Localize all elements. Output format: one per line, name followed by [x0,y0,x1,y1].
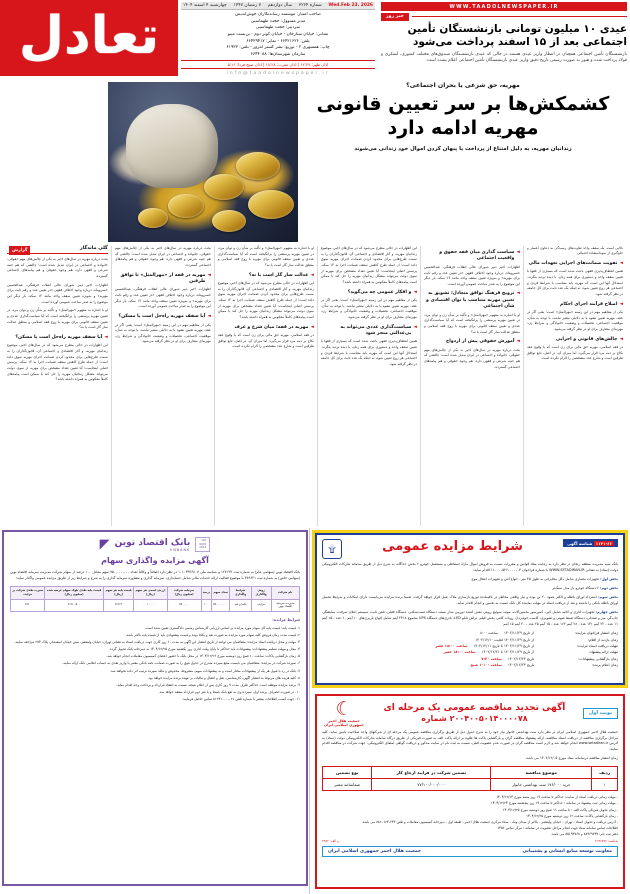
crescent-org-line2: جمهوری اسلامی ایران [324,722,364,727]
col-header-radif: ردیف [592,767,618,779]
subhead-item[interactable] [115,314,211,320]
dateline-latin: Wed.Feb 23. 2026 [328,3,373,8]
enbank-logo-row [10,537,300,552]
sepah-date-label: زمان انتشار فراخوان مزایده: [574,631,618,636]
cell-base-price: ۵,۲۱۴ [103,599,134,611]
subhead-text: سیاست‌گذاری عددی می‌تواند به بی‌عدالتی منجر شود [340,324,412,337]
crescent-note: - زمان تحویل فیزیکی پاکت الف : تا ساعت ۱۱ صبح روز دوشنبه مورخ ۱۴۰۴/۱۲/۲۵ [502,807,618,812]
lead-subdeck: زندانیان مهریه، به دلیل امتناع از پرداخت یا پنهان کردن اموال خود زندانی می‌شوند [354,145,572,152]
khabar-rule [412,16,627,17]
sepah-section-label: بخش دوم: [600,585,618,590]
article-body-grid [0,246,630,526]
crescent-footer-left: معاونت توسعه منابع انسانی و پشتیبانی [522,849,612,855]
subhead-item[interactable] [424,291,520,310]
body-paragraph: همین انعطاف‌پذیری فقهی باعث شده است که بسیاری از فقها با تعیین سقف واحد و دستوری برای همه زنان، با دیده تردید بنگرند. استدلال آنها این است که مهریه باید متناسب با شرایط فردی و اجتماعی هر زوج تعیین شود، نه اینکه یک عدد ثابت برای کل جامعه در نظر گرفته شود. [526,269,623,296]
top-story-deck: بازنشستگان تأمین اجتماعی همچنان در انتظار واریز عیدی هستند در حالی که عیدی بازنشستگان صندوق‌های مختلف کشوری، لشکری و فولاد پرداخت شده و هنوز به صورت رسمی تاریخ دقیق واریز عیدی بازنشستگان تأمین اجتماعی اعلام نشده است. [381,51,627,64]
crescent-note: اطلاعات تماس سامانه ستاد جهت انجام مراحل عضویت در سامانه : مرکز تماس ۱۴۵۶ [497,825,618,830]
crescent-note: - زمان بازگشایی پاکات: ساعت ۱۲ روز دوشنبه مورخ ۱۴۰۴/۱۲/۲۵ [526,813,618,818]
subhead-text: تقویت ضمانت‌های اجرایی تعهدات مالی [528,260,618,266]
enbank-logo-icon: ◤ [99,537,110,552]
photo-coin [212,210,246,232]
body-paragraph: در فقه اسلامی، مهریه حق مالی برای زن است که با وقوع عقد نکاح بر ذمه مرد قرار می‌گیرد. اما میزان آن، در اصل، تابع توافق طرفین است و شارع عدد مشخصی را الزام نکرده است. [217,333,314,349]
body-paragraph: اظهارات اخیر دبیر شورای عالی انقلاب فرهنگی، عبدالحسین خسروپناه، درباره وجود اختلاف فقهی «در تعیین عدد و رقم ثابت برای مهریه» و به‌ویژه تعیین سقف واحد مانند ۱۴ سکه، بار دیگر این موضوع را به صدر مباحث عمومی آورده است. [114,287,211,309]
subhead-text: چالش‌های قانونی و اجرایی [556,336,618,342]
sepah-section-label: بخش سوم: [598,594,618,599]
sepah-date-value: از تاریخ ۱۴۰۲/۱۱/۲۹ لغایت ۱۴۰۲/۱۲/۱۰ [475,637,534,642]
crescent-ad-codes [322,839,618,843]
enbank-condition: ۶. سپرده شرکت در مزایده: متقاضیان می بایست مبلغ سپرده مندرج در جدول فوق را به صورت ضمانت نامه بانکی معتبر یا واریز نقدی به حساب اعلامی بانک ارائه نمایند. [62,661,300,666]
ad-red-crescent-tender[interactable] [315,694,625,889]
sepah-date-row [322,662,618,668]
enbank-condition: ۵. زمان بازگشایی پاکات: ساعت ۱۰ صبح روز دوشنبه مورخ ۱۴۰۴/۱۲/۲۶ در محل بانک با حضور اعضای کمیسیون معاملات انجام خواهد شد. [106,654,300,659]
sepah-section-text: تجهیزات معماری شامل دکل مخابراتی به طول ۴۵ متر - انواع آنتن و تجهیزات انتقال موج [471,576,600,581]
enbank-certification-badge: ISO 9001 2015 [195,537,210,552]
body-paragraph: بحث درباره مهریه در سال‌های اخیر به یکی از چالش‌های مهم حقوقی، خانواده و اجتماعی در ایران تبدیل شده است؛ چالشی که هم جنبه شرعی و فقهی دارد، هم وجوه حقوقی و هم پیامدهای اجتماعی گسترده. [423,347,520,369]
photo-sack-shape [126,104,218,188]
sepah-section-text: ۶ دستگاه خودرو باز مدل سبک‌تر [552,585,599,590]
cell-nominal: ۱,۰۰۰ [134,599,167,611]
subhead-text: مهریه در قفه؛ میان شرع و عرف [234,324,309,330]
arrow-bullet-icon: ◄ [516,250,520,255]
body-paragraph: یکی از مفاهیم مهم در این زمینه «مهرالمثل» است؛ یعنی اگر در عقد، مهریه تعیین نشود یا به دلایلی معتبر نباشد، با توجه به شأن، موقعیت اجتماعی، تحصیلات و وضعیت خانوادگی و شرایط زن، مهریه‌ای متعارف برای او در نظر گرفته می‌شود. [526,310,623,331]
body-paragraph: اظهارات اخیر دبیر شورای عالی انقلاب فرهنگی، عبدالحسین خسروپناه، درباره وجود اختلاف فقهی «در تعیین عدد و رقم ثابت برای مهریه» و به‌ویژه تعیین سقف واحد مانند ۱۴ سکه، بار دیگر این موضوع را به صدر مباحث عمومی آورده است. [7,282,108,304]
dateline-day: چهارشنبه ۴ اسفند ۱۴۰۴ [183,3,227,8]
subhead-text: و افکار عمومی چه می‌گوید؟ [347,289,412,295]
publisher-line-6: سازمان شهرستان‌ها: ۶۶۴۴۰۸۸ [250,51,306,57]
crescent-publish-line: زمان انتشار مناقصه درسامانه ستاد مورخ ۱۴۰۴/۱۲/۰۵ می باشد. [525,756,618,761]
body-column-3 [317,246,420,526]
crescent-number-value: ۲۰۰۴۰۰۵۰۱۴۰۰۰۰۷۸ [449,714,528,724]
cell-percent: ۱۰۰ [201,599,211,611]
subhead-text: عدالت ساز گار است یا نه؟ [248,272,309,278]
logo-text: تعادل [18,6,160,66]
subhead-text: آیا سقف مهریه راه‌حل است یا مسکن؟ [118,314,206,320]
subhead-text: مهریه در قفه از «مهرالمثل» تا توافق طرفین [120,272,206,285]
enbank-condition: ۸. کلیه هزینه های مربوط به انتشار آگهی، کارشناسی، نقل و انتقال و مالیات بر عهده برنده مزایده خواهد بود. [147,675,300,680]
cell-subject: خرید ۱۷۶/۰۰۰ ست بهداشتی خانوار [491,779,592,791]
advertisements-area [0,528,630,894]
crescent-note: - آدرس دریافت و تحویل اسناد : تهران - خیابان ولیعصر - بالاتر از میدان ونک - ستاد مرکزی جمعیت هلال احمر - طبقه اول - دبیرخانه کمیسیون معاملات و تلفن ۶۴۳-۸۸۲۰۱۲۳ می باشد. [361,819,618,824]
enbank-condition: ۴. محل و مهلت تسلیم پیشنهادات: پیشنهادات باید حداکثر تا پایان وقت اداری روز یکشنبه مورخ ۱۴۰۴/۱۲/۲۵ به دبیرخانه بانک تحویل گردد. [108,647,300,652]
sepah-date-time: ساعت ۱۸:۰۰ عصر [435,644,468,648]
photo-coin [204,174,244,200]
sepah-date-value: از تاریخ ۱۴۰۲/۱۱/۲۹ [503,631,534,636]
arrow-bullet-icon: ◄ [619,260,623,266]
sepah-section [322,595,618,607]
arrow-bullet-icon: ◄ [516,291,520,297]
enbank-condition: ۱۱. جهت کسب اطلاعات بیشتر با شماره تلفن ۰۲۱-۸۱۲۴۱۰۰۰ تماس حاصل فرمایید. [181,697,300,701]
enbank-share-table [10,586,300,612]
cell-guarantee: ۷۷/۱۰۰/۰۰۰/۰۰۰ [372,779,491,791]
report-badge: گزارش [9,246,30,255]
dateline-hijri: ۷ رمضان ۱۴۴۷ [233,3,261,8]
body-paragraph: او با اشاره به مفهوم «مهرالمثل» و تأکید بر شأن زن و توان مرد، در تعیین مهریه پرسشی را برانگیخته است که آیا سیاست‌گذاری عددی و تعیین سقف قانونی برای مهریه با روح فقه اسلامی و منطق عدالت ساز گار است یا نه؟ [217,246,314,267]
col-header-subject: موضوع مناقصه [491,767,592,779]
cell-radif: ۱ [592,779,618,791]
lead-headline-block [298,78,630,152]
photo-caption: بالایی است. یک سقف واحد تفاوت‌های رسیدگی به دعاوی اعسار و جلوگیری از سوءاستفاده احتمالی [526,246,623,256]
khabar-tag: خبر روز [381,13,409,21]
dateline-year: سال دوازدهم [267,3,293,8]
enbank-condition: ۱. قیمت پایه: قیمت پایه کل سهام مورد مزایده بر اساس ارزیابی کارشناس رسمی دادگستری تعیین شده است. [144,625,300,630]
sepah-date-label: مهلت ارائه پیشنهاد: [588,650,618,655]
subhead-text: ترویج فرهنگ توافق متعادل؛ تشویق به تعیین مهریه متناسب با توان اقتصادی و شأن اجتماعی [425,291,515,310]
enbank-conditions-list [10,625,300,702]
col-header-share-count: تعداد سهم [212,587,230,599]
enbank-name-wrap [115,538,191,552]
crescent-number-label: شماره [421,714,447,724]
arrow-bullet-icon: ◄ [310,324,314,330]
crescent-title-wrap [370,703,579,723]
sepah-date-label: زمان بازدید از اقلام: [587,637,618,642]
crescent-ad-header [322,697,618,727]
ad-id-label: شناسه آگهی [567,540,593,546]
publisher-line-0: صاحب امتیاز: موسسه رسانه‌نگاران خوش‌اندیش [235,12,321,17]
crescent-org-line1: جمعیت هلال احمر [328,718,360,723]
body-paragraph: یکی از مفاهیم مهم در این زمینه «مهرالمثل» است؛ یعنی اگر در عقد، مهریه تعیین نشود یا به دلایلی معتبر نباشد، با توجه به شأن، موقعیت اجتماعی، تحصیلات و وضعیت خانوادگی و شرایط زن، مهریه‌ای متعارف برای او در نظر گرفته می‌شود. [320,298,417,319]
crescent-note: دفتر ثبت نام: ۸۸۹۶۹۷۳۷ و ۸۵۱۹۳۷۶۸ می باشد. [550,832,618,836]
body-paragraph: این اظهارات در حالی مطرح می‌شود که در سال‌های اخیر، موضوع زندانیان مهریه، و آثار اقتصادی و اجتماعی آن، قانون‌گذاران را به سمت طرح‌هایی برای محدود کردن ضمانت اجرای مهریه سوق داده است؛ از جمله طرح کاهش سقف ضمانت اجرا به ۱۴ سکه. پرسش اصلی اینجاست: آیا تعیین تعداد مشخص برای مهریه از سوی دولت می‌تواند مشکل زندانیان مهریه را حل کند یا ممکن است پیامدهای کاملاً معکوس به همراه داشته باشد؟ [320,246,417,284]
col-header-type: نوع تضمین [323,767,372,779]
arrow-bullet-icon: ◄ [104,334,108,340]
body-paragraph: بحث درباره مهریه در سال‌های اخیر به یکی از چالش‌های مهم حقوقی، خانواده و اجتماعی در ایران تبدیل شده است؛ چالشی که هم جنبه شرعی و فقهی دارد، هم وجوه حقوقی و هم پیامدهای اجتماعی گسترده. [114,246,211,267]
enbank-intro: بانک اقتصاد نوین (سهامی عام) به شماره ثبت ۱۲۷۱۳۲ و شناسه ملی ۱۰۱۰۳۹۴۶۸۰۷ در نظر دارد اصالتاً و وکالتاً تعداد ۷۵۰,۰۰۰,۰۰۰ سهم معادل ۱۰۰ درصد از سهام شرکت مدیریت سرمایه اقتصاد نوین (سهامی خاص) به شماره ثبت ۳۸۹۶۲۱ با موضوع فعالیت ارائه خدمات مالی شامل حسابداری، سرمایه گذاری و مشاوره سرمایه گذاری را به شرح و شرایط زیر از طریق مزایده عمومی واگذار نماید: [10,570,300,581]
sepah-dates-list [322,630,618,668]
sepah-section [322,610,618,628]
photo-coin [138,208,168,228]
lead-photo-gold-coins [108,82,298,242]
body-column-5 [111,246,214,526]
body-paragraph: اظهارات اخیر دبیر شورای عالی انقلاب فرهنگی، عبدالحسین خسروپناه، درباره وجود اختلاف فقهی «در تعیین عدد و رقم ثابت برای مهریه» و به‌ویژه تعیین سقف واحد مانند ۱۴ سکه، بار دیگر این موضوع را به صدر مباحث عمومی آورده است. [423,264,520,286]
cell-type: ضمانتنامه معتبر [323,779,372,791]
arrow-bullet-icon: ◄ [413,324,417,330]
enbank-condition: ۷. بانک در رد یا قبول هر یک از پیشنهادات مختار است و به پیشنهادات مبهم، مشروط، مخدوش و فاقد سپرده ترتیب اثر داده نخواهد شد. [109,668,300,673]
table-header-row [11,587,300,599]
dateline-issue: شماره ۳۲۶۴ [298,3,322,8]
crescent-note: - مهلت زمانی دریافت اسناد از سایت: حداکثر تا ساعت ۱۹ روز شنبه مورخ ۱۴۰۴/۱۲/۱۳ [496,795,618,800]
subhead-text: آیا سقف مهریه راه‌حل است یا مسکن؟ [15,334,103,340]
sepah-ad-intro: بانک سپه مدیریت منطقه زنجان در نظر دارد به رعایت مفاد قوانین و مقررات نسبت به فروش اموال مازاد اسقاطی و مستعمل خودرو ۶ بخش جداگانه به شرح ذیل از طریق سامانه تدارکات الکترونیکی دولت (ستاد) به نشانی WWW.SETADIRAN.IR با شماره فراخوان ۱۱۰۰۰۰۵۲۶۰۰۰۰۰۰۳ اقدام نماید: [322,562,618,572]
col-header-percent: درصد [201,587,211,599]
arrow-bullet-icon: ◄ [516,339,520,345]
body-paragraph: این اظهارات در حالی مطرح می‌شود که در سال‌های اخیر، موضوع زندانیان مهریه، و آثار اقتصادی و اجتماعی آن، قانون‌گذاران را به سمت طرح‌هایی برای محدود کردن ضمانت اجرای مهریه سوق داده است؛ از جمله طرح کاهش سقف ضمانت اجرا به ۱۴ سکه. پرسش اصلی اینجاست: آیا تعیین تعداد مشخص برای مهریه از سوی دولت می‌تواند مشکل زندانیان مهریه را حل کند یا ممکن است پیامدهای کاملاً معکوس به همراه داشته باشد؟ [217,281,314,319]
sepah-section-text: استرداد اوراق باطله و الکتر عمود ۲۰ تن بوده و نیاز واقعی مخاطر در باقیمانده توزیع بازسازی ملاک عمل قرار خواهد گرفت. ضمناً برنده مزایده می‌بایست دارای امکانات و شرایط تحمیل اوراق باطله بانکی را داشته و بعد از دریافت اسناد در مهلت نماینده کل بانک نسبت به تخمین و انجام اقدام نماید. [322,594,618,605]
subhead-item[interactable] [527,261,623,267]
enbank-condition: ۲. قیمت مدت زمان فروش کلیه سهام مورد مزایده به صورت نقد و یکجا بوده و قیمت پیشنهادی باید از قیمت پایه بالاتر باشد. [125,632,300,637]
arrow-bullet-icon: ◄ [619,336,623,342]
subhead-item[interactable] [424,250,520,263]
khabar-row [381,13,627,21]
enbank-section-title: شرایط مزایده: [272,616,300,622]
subhead-text: سیاست گذاری میان فقه حقوق و واقعیت اجتماعی [439,250,515,262]
sepah-section-label: بخش چهارم: [595,609,618,614]
enbank-condition: ۱۰. در صورت انصراف برنده اول، سپرده وی به نفع بانک ضبط و با نفر دوم قرارداد منعقد خواهد شد. [158,689,300,694]
email-address[interactable]: info@taadolnewspaper.ir [226,70,330,76]
ad-bank-sepah-auction[interactable] [315,533,625,685]
crescent-ad-number [370,714,579,723]
col-header-base-price: قیمت پایه هر سهم (ریال) [103,587,134,599]
sepah-date-value: از تاریخ ۱۴۰۲/۱۱/۲۹ تا ۱۴۰۲/۱۲/۲۱ [481,650,534,655]
report-byline: گلی ماندگار [79,246,108,251]
body-column-4 [214,246,317,526]
subhead-item[interactable] [218,325,314,331]
sepah-ad-title: شرایط مزایده عمومی [382,539,523,554]
cell-deposit: ۲/۵۰ [11,599,45,611]
publisher-line-4: تلفن: ۶۶۴۲۱۶۲۶ - نمابر: ۶۶۴۲۹۴۱۷ [246,38,310,44]
arrow-bullet-icon: ◄ [207,314,211,320]
cell-company: مدیریت سرمایه اقتصاد نوین [271,599,300,611]
subhead-item[interactable] [527,302,623,308]
sepah-date-time: ساعت ۸:۰۰ [480,631,498,636]
col-header-guarantee: تضمین شرکت در فرایند ارجاع کار [372,767,491,779]
body-paragraph: همین انعطاف‌پذیری فقهی باعث شده است که بسیاری از فقها با تعیین سقف واحد و دستوری برای همه زنان، با دیده تردید بنگرند. استدلال آنها این است که مهریه باید متناسب با شرایط فردی و اجتماعی هر زوج تعیین شود، نه اینکه یک عدد ثابت برای کل جامعه در نظر گرفته شود. [320,339,417,367]
table-row [323,779,618,791]
crescent-footer [322,846,618,857]
cell-share-count: ۷۵۰,۰۰۰,۰۰۰ [212,599,230,611]
sepah-date-time: ساعت ۱۰:۰۰ صبح [470,662,502,667]
crescent-code-a: م الف: ۴۴۸۲ [322,839,340,844]
body-paragraph: در فقه اسلامی، مهریه حق مالی برای زن است که با وقوع عقد نکاح بر ذمه مرد قرار می‌گیرد. اما میزان آن، در اصل، تابع توافق طرفین است و شارع عدد مشخصی را الزام نکرده است. [526,345,623,361]
subhead-item[interactable] [218,273,314,279]
sepah-section [322,586,618,592]
body-column-1 [523,246,626,526]
body-paragraph: بحث درباره مهریه در سال‌های اخیر به یکی از چالش‌های مهم حقوقی، خانواده و اجتماعی در ایران تبدیل شده است؛ چالشی که هم جنبه شرعی و فقهی دارد، هم وجوه حقوقی و هم پیامدهای اجتماعی گسترده. [7,257,108,278]
crescent-intro: جمعیت هلال احمر جمهوری اسلامی ایران در نظر دارد ست بهداشتی خانوار نیاز خود را به شرح جدول ذیل از طریق برگزاری مناقصه عمومی یک مرحله ای از شرکتهای واجد صلاحیت تامین نماید. کلیه مراحل برگزاری مناقصه از دریافت اسناد مناقصه، ارائه پیشنهاد مناقصه گران و بازگشایی پاکت ها علاوه بر ارائه پاکت الف به صورت فیزیکی از طریق درگاه سامانه تدارکات الکترونیکی دولت (ستاد) به آدرس www.setadiran.ir انجام خواهد شد و لازم است مناقصه گران در صورت عدم عضویت قبلی، نسبت به ثبت نام در سایت مذکور و دریافت گواهی امضای الکترونیکی، جهت شرکت در مناقصه اقدام نمایند. [322,729,618,752]
body-column-2 [420,246,523,526]
arrow-bullet-icon: ◄ [207,272,211,278]
ads-right-column [0,528,310,894]
sepah-section-label: بخش اول: [600,576,618,581]
subhead-text: آموزش حقوقی پیش از ازدواج [445,339,515,345]
arrow-bullet-icon: ◄ [619,301,623,307]
enbank-latin-name: ENBANK [170,547,191,552]
prayer-times: اذان ظهر: ۱۲:۲۷ | اذان مغرب: ۱۸:۲۸ | اذان صبح فردا: ۵:۱۶ [181,60,375,69]
subhead-item[interactable] [321,325,417,338]
photo-coin [236,152,280,180]
sepah-date-label: زمان بازگشایی پیشنهادات: [578,656,618,661]
cell-terms: یکجا و نقد [230,599,251,611]
sepah-date-value: تاریخ ۱۴۰۲/۱۲/۲۳ [507,662,534,667]
publisher-info [181,10,375,59]
publisher-line-2: سردبیر: حجت طهماسبی [255,25,301,31]
subhead-text: اصلاح فرآیند اجرای احکام [559,301,618,307]
body-paragraph: او با اشاره به مفهوم «مهرالمثل» و تأکید بر شأن زن و توان مرد، در تعیین مهریه پرسشی را برانگیخته است که آیا سیاست‌گذاری عددی و تعیین سقف قانونی برای مهریه با روح فقه اسلامی و منطق عدالت ساز گار است یا نه؟ [7,308,108,330]
body-paragraph: او با اشاره به مفهوم «مهرالمثل» و تأکید بر شأن زن و توان مرد، در تعیین مهریه پرسشی را برانگیخته است که آیا سیاست‌گذاری عددی و تعیین سقف قانونی برای مهریه با روح فقه اسلامی و منطق عدالت ساز گار است یا نه؟ [423,312,520,334]
sepah-date-value: تاریخ ۱۴۰۲/۱۲/۲۲ [507,656,534,661]
ad-id-badge [563,539,618,547]
crescent-nobat-badge: نوبت اول [583,708,618,719]
col-header-block-price: قیمت پایه نقدی بلوک سهام عرضه شده (میلیون ریال) [45,587,104,599]
subhead-item[interactable] [115,273,211,286]
col-header-terms: شرایط واگذاری [230,587,251,599]
col-header-nominal: ارزش اسمی هر سهم (ریال) [134,587,167,599]
lead-headline[interactable]: کشمکش‌ها بر سر تعیین قانونی مهریه ادامه دارد [316,93,610,140]
subhead-item[interactable] [7,335,108,341]
top-story-headline[interactable]: عیدی ۱۰ میلیون تومانی بازنشستگان تأمین اجتماعی بعد از ۱۵ اسفند پرداخت می‌شود [407,22,627,49]
table-row [11,599,300,611]
masthead [0,0,630,76]
crescent-notes [322,794,618,837]
cell-block-price: ۳,۹۱۰,۵۰۰ [45,599,104,611]
crescent-note: - مهلت زمانی ثبت پیشنهاد در سامانه : حداکثر تا ساعت ۱۹ روز پنجشنبه مورخ ۱۴۰۴/۱۲/۲۴ [490,801,618,806]
enbank-condition: ۳. مهلت و محل دریافت اسناد مزایده: متقاضیان می توانند از تاریخ انتشار این آگهی به مدت ۱۰ روز کاری جهت دریافت اسناد به نشانی تهران، خیابان ولیعصر، نبش خیابان اسفندیار، پلاک ۲۷۳ مراجعه نمایند. [14,640,300,644]
sepah-date-time: ساعت ۱۸:۰۰ عصر [443,650,476,655]
body-column-6-report [4,246,111,526]
subhead-item[interactable] [321,290,417,296]
sepah-date-label: زمان اعلام برنده: [591,662,618,667]
sepah-section [322,577,618,583]
sepah-date-time: ساعت ۷:۳۰ [481,656,502,661]
photo-coin [168,194,204,218]
body-paragraph: این اظهارات در حالی مطرح می‌شود که در سال‌های اخیر، موضوع زندانیان مهریه، و آثار اقتصادی و اجتماعی آن، قانون‌گذاران را به سمت طرح‌هایی برای محدود کردن ضمانت اجرای مهریه سوق داده است؛ از جمله طرح کاهش سقف ضمانت اجرا به ۱۴ سکه. پرسش اصلی اینجاست: آیا تعیین تعداد مشخص برای مهریه از سوی دولت می‌تواند مشکل زندانیان مهریه را حل کند یا ممکن است پیامدهای کاملاً معکوس به همراه داشته باشد؟ [7,343,108,382]
publisher-line-3: نشانی: خیابان ستارخان - خیابان کوثر دوم - بن‌بست مینو [227,31,329,37]
red-crescent-icon: ☾ [335,697,353,720]
arrow-bullet-icon: ◄ [413,289,417,295]
col-header-company: نام شرکت [271,587,300,599]
masthead-top-story [378,0,630,76]
crescent-ad-title: آگهی تجدید مناقصه عمومی یک مرحله ای [383,703,566,714]
crescent-tender-table [322,766,618,791]
enbank-condition: ۹. برنده مزایده موظف است حداکثر ظرف مدت ۷ روز کاری پس از اعلام نتیجه، نسبت به انعقاد قرارداد و پرداخت وجه اقدام نماید. [116,682,300,687]
table-header-row [323,767,618,779]
enbank-ad-title: آگهی مزایده واگذاری سهام [101,556,209,565]
publisher-line-5: چاپ: همشهری ۲ - توزیع: نشر گستر امروز - تلفن: ۶۱۹۳۳ [226,45,330,51]
subhead-item[interactable] [527,337,623,343]
col-header-deposit: سپرده نقدی شرکت در مزایده [11,587,45,599]
dateline [181,2,375,10]
sepah-ad-header [322,539,618,559]
sepah-date-label: مهلت دریافت اسناد مزایده: [576,644,618,648]
masthead-logo[interactable] [0,0,178,76]
col-header-method: روش واگذاری [251,587,271,599]
cell-capital: ۷۵۰,۰۰۰ [167,599,201,611]
lead-kicker: مهریه، حق شرعی یا بحران اجتماعی؟ [406,82,520,89]
sepah-date-value: از تاریخ ۱۴۰۲/۱۱/۲۹ تا تاریخ ۱۴۰۲/۱۲/۱۱ [473,644,534,648]
ads-left-column [310,528,630,894]
crescent-code-b: شناسه: ۲۱۳۶۷۷۲ [594,839,618,844]
cell-method: مزایده [251,599,271,611]
website-url[interactable]: WWW.TAADOLNEWSPAPER.IR [381,2,627,11]
ad-id-number: ۱۱۴۱-۶۶ [595,540,612,546]
crescent-footer-right: جمعیت هلال احمر جمهوری اسلامی ایران [328,849,422,855]
photo-coin [248,190,294,219]
sepah-section-text: تجهیزات اداری و اثاثیه شامل کپی، کمپرسور ماشین‌آلات، مونه، سوئیچ رویتر، نقش کننده دوربین مدار بسته، دستگاه تست‌شکنی، دستگاه قفلی، تلفن ثابت، سیستم اعلان سرقت، نمایشگر، چاپ‌گر، میز و صندلی، دستگاه ضبط صوتی و تصویری، کاست خودپرداز، روبات کانتر، پخش فیلم، تراش تابلو LED، باتری‌های دستگاه UPS مجموع ۴۳۱۸ آیتم شامل الواح باربری‌های ۱۰ آیتم ۱۰ عدد - ۱۵ آیتم ۱۱ عدد - ۲۲ آیتم ۱۳۱ عدد - ۲۸ آیتم ۱۶۲ عدد - ۱۵ آیتم ۲۵ عدد - ۴۰ آیتم ۱۵ آیتم [322,609,619,626]
col-header-capital: سرمایه شرکت (میلیون ریال) [167,587,201,599]
body-paragraph: یکی از مفاهیم مهم در این زمینه «مهرالمثل» است؛ یعنی اگر در عقد، مهریه تعیین نشود یا به دلایلی معتبر نباشد، با توجه به شأن، موقعیت اجتماعی، تحصیلات و وضعیت خانوادگی و شرایط زن، مهریه‌ای متعارف برای او در نظر گرفته می‌شود. [114,322,211,344]
masthead-info [178,0,378,76]
red-crescent-logo [322,697,366,727]
enbank-name: بانک اقتصاد نوین [114,537,191,548]
subhead-item[interactable] [424,339,520,345]
bank-sepah-seal-icon: ۩ [322,539,342,559]
ad-enbank-share-auction[interactable] [2,530,308,886]
publisher-line-1: مدیر مسوول: حجت طهماسبی [250,18,306,24]
arrow-bullet-icon: ◄ [310,272,314,278]
